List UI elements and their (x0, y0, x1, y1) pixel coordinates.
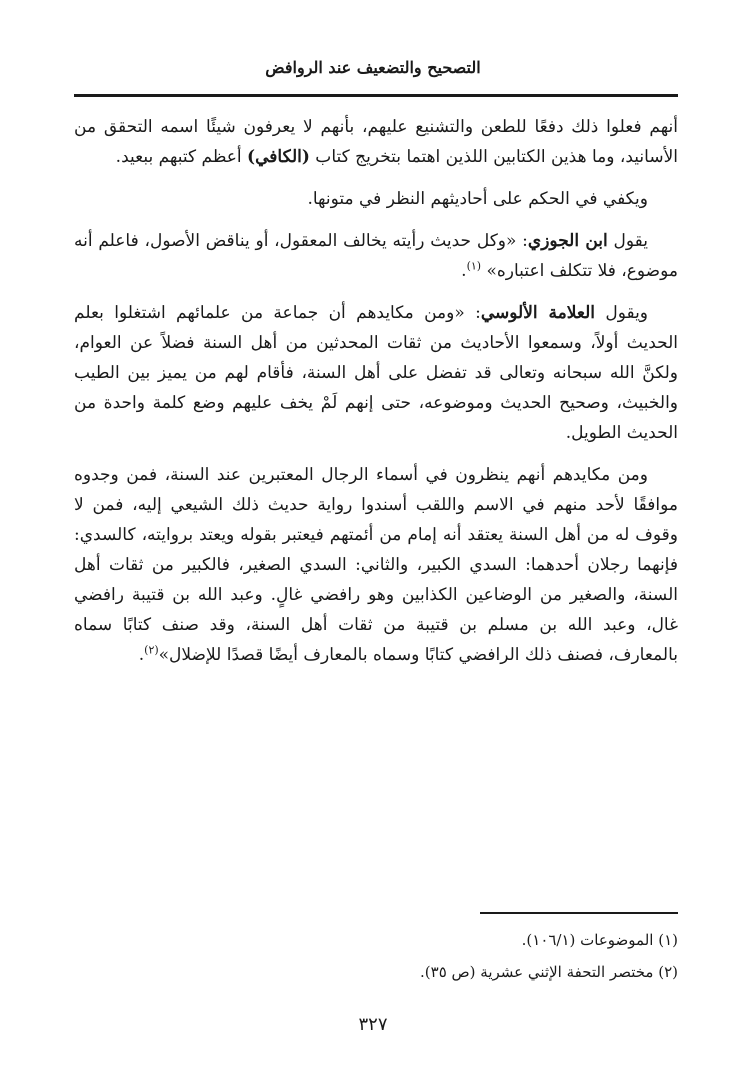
paragraph-5-end: . (138, 645, 145, 665)
paragraph-4-text: : «ومن مكايدهم أن جماعة من علمائهم اشتغلوا بعلم الحديث أولاً، وسمعوا الأحاديث من ثقات المحدثين من أهل السنة فضلاً عن العوام، ولكنَّ الله سبحانه وتعالى قد تفضل على أهل السنة، فأقام لهم من يميز بين الطيب والخبيث، وصحيح الحديث وموضوعه، حتى إنهم لَمْ يخف عليهم وضع كلمة واحدة من الحديث الطويل. (74, 303, 678, 443)
running-header-title: التصحيح والتضعيف عند الروافض (265, 58, 481, 77)
paragraph-1-end: أعظم كتبهم ببعيد. (115, 147, 248, 167)
footnote-marker-1[interactable]: (١) (466, 259, 482, 273)
paragraph-5-text: ومن مكايدهم أنهم ينظرون في أسماء الرجال المعتبرين عند السنة، فمن وجدوه موافقًا لأحد منهم في الاسم واللقب أسندوا رواية حديث ذلك الشيعي إليه، فمن لا وقوف له من أهل السنة يعتقد أنه إمام من أئمتهم فيعتبر بقوله ويعتد بروايته، كالسدي: فإنهما رجلان أحدهما: السدي الكبير، والثاني: السدي الصغير، فالكبير من ثقات أهل السنة، والصغير من الوضاعين الكذابين وهو رافضي غالٍ. وعبد الله بن قتيبة رافضي غال، وعبد الله بن مسلم بن قتيبة من ثقات أهل السنة، وقد صنف كتابًا سماه بالمعارف، فصنف ذلك الرافضي كتابًا وسماه بالمعارف أيضًا قصدًا للإضلال» (74, 465, 678, 665)
paragraph-3-end: . (461, 261, 467, 281)
paragraph-3-text: : «وكل حديث رأيته يخالف المعقول، أو يناقض الأصول، فاعلم أنه موضوع، فلا تتكلف اعتباره» (74, 231, 678, 281)
footnote-2: (٢) مختصر التحفة الإثني عشرية (ص ٣٥). (420, 963, 678, 981)
paragraph-4 (74, 298, 678, 448)
page-number: ٣٢٧ (358, 1014, 388, 1035)
footnote-rule (480, 912, 678, 914)
footnotes (74, 924, 678, 988)
header-rule (74, 94, 678, 97)
main-text (74, 112, 678, 682)
paragraph-4-start: ويقول (594, 303, 649, 323)
paragraph-2-text: ويكفي في الحكم على أحاديثهم النظر في متونها. (307, 189, 648, 209)
paragraph-1-text: أنهم فعلوا ذلك دفعًا للطعن والتشنيع عليهم، بأنهم لا يعرفون شيئًا اسمه التحقق من الأسانيد، وما هذين الكتابين اللذين اهتما بتخريج كتاب (74, 117, 678, 167)
paragraph-3-start: يقول (607, 231, 648, 251)
kafi-title: (الكافي) (247, 147, 310, 167)
paragraph-2 (74, 184, 678, 214)
paragraph-5 (74, 460, 678, 670)
ibn-jawzi-name: ابن الجوزي (527, 231, 608, 251)
paragraph-3 (74, 226, 678, 286)
paragraph-1 (74, 112, 678, 172)
alusi-name: العلامة الألوسي (480, 303, 595, 323)
footnote-1: (١) الموضوعات (١٠٦/١). (521, 931, 678, 949)
footnote-marker-2[interactable]: (٢) (144, 643, 159, 657)
